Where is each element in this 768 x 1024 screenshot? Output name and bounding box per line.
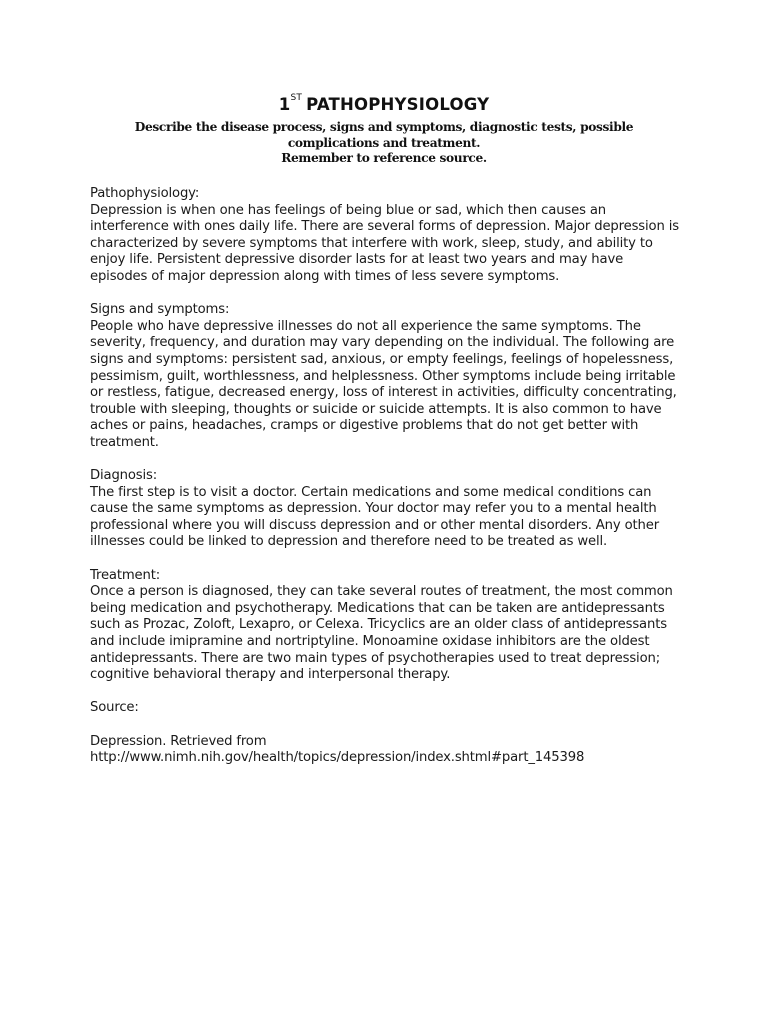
section-signs-and-symptoms xyxy=(90,302,680,451)
section-source xyxy=(90,700,680,717)
source-citation xyxy=(90,734,680,767)
section-heading: Treatment: xyxy=(90,567,161,583)
section-heading: Source: xyxy=(90,700,139,716)
section-diagnosis xyxy=(90,468,680,551)
title-superscript: ST xyxy=(290,93,303,103)
section-text: Once a person is diagnosed, they can take several routes of treatment, the most common being medication and psychotherapy. Medications that can be taken are antidepressants such as Prozac, Zoloft, Lexapro, or Celexa. Tricyclics are an older class of antidepressants and include imipramine and nortriptyline. Monoamine oxidase inhibitors are the oldest antidepressants. There are two main types of psychotherapies used to treat depression; cognitive behavioral therapy and interpersonal therapy. xyxy=(90,584,673,683)
section-text: People who have depressive illnesses do not all experience the same symptoms. The severity, frequency, and duration may vary depending on the individual. The following are signs and symptoms: persistent sad, anxious, or empty feelings, feelings of hopelessness, pessimism, guilt, worthlessness, and helplessness. Other symptoms include being irritable or restless, fatigue, decreased energy, loss of interest in activities, difficulty concentrating, trouble with sleeping, thoughts or suicide or suicide attempts. It is also common to have aches or pains, headaches, cramps or digestive problems that do not get better with treatment. xyxy=(90,318,677,450)
section-text: The first step is to visit a doctor. Certain medications and some medical conditions can cause the same symptoms as depression. Your doctor may refer you to a mental health professional where you will discuss depression and or other mental disorders. Any other illnesses could be linked to depression and therefore need to be treated as well. xyxy=(90,484,659,550)
section-pathophysiology xyxy=(90,186,680,286)
title-number: 1 xyxy=(278,95,291,114)
assignment-instructions xyxy=(90,120,678,167)
document-body xyxy=(90,186,680,767)
title-text: PATHOPHYSIOLOGY xyxy=(306,95,490,114)
section-text: Depression is when one has feelings of being blue or sad, which then causes an interference with ones daily life. There are several forms of depression. Major depression is characterized by severe symptoms that interfere with work, sleep, study, and ability to enjoy life. Persistent depressive disorder lasts for at least two years and may have episodes of major depression along with times of less severe symptoms. xyxy=(90,202,679,284)
section-heading: Signs and symptoms: xyxy=(90,302,230,318)
citation-url[interactable]: http://www.nimh.nih.gov/health/topics/depression/index.shtml#part_145398 xyxy=(90,750,585,766)
section-heading: Diagnosis: xyxy=(90,468,158,484)
instructions-reminder: Remember to reference source. xyxy=(281,151,487,165)
page-title xyxy=(0,95,768,114)
instructions-line: Describe the disease process, signs and symptoms, diagnostic tests, possible complications and treatment. xyxy=(134,120,634,150)
citation-title: Depression. Retrieved from xyxy=(90,733,267,749)
section-treatment xyxy=(90,568,680,684)
section-heading: Pathophysiology: xyxy=(90,186,200,201)
